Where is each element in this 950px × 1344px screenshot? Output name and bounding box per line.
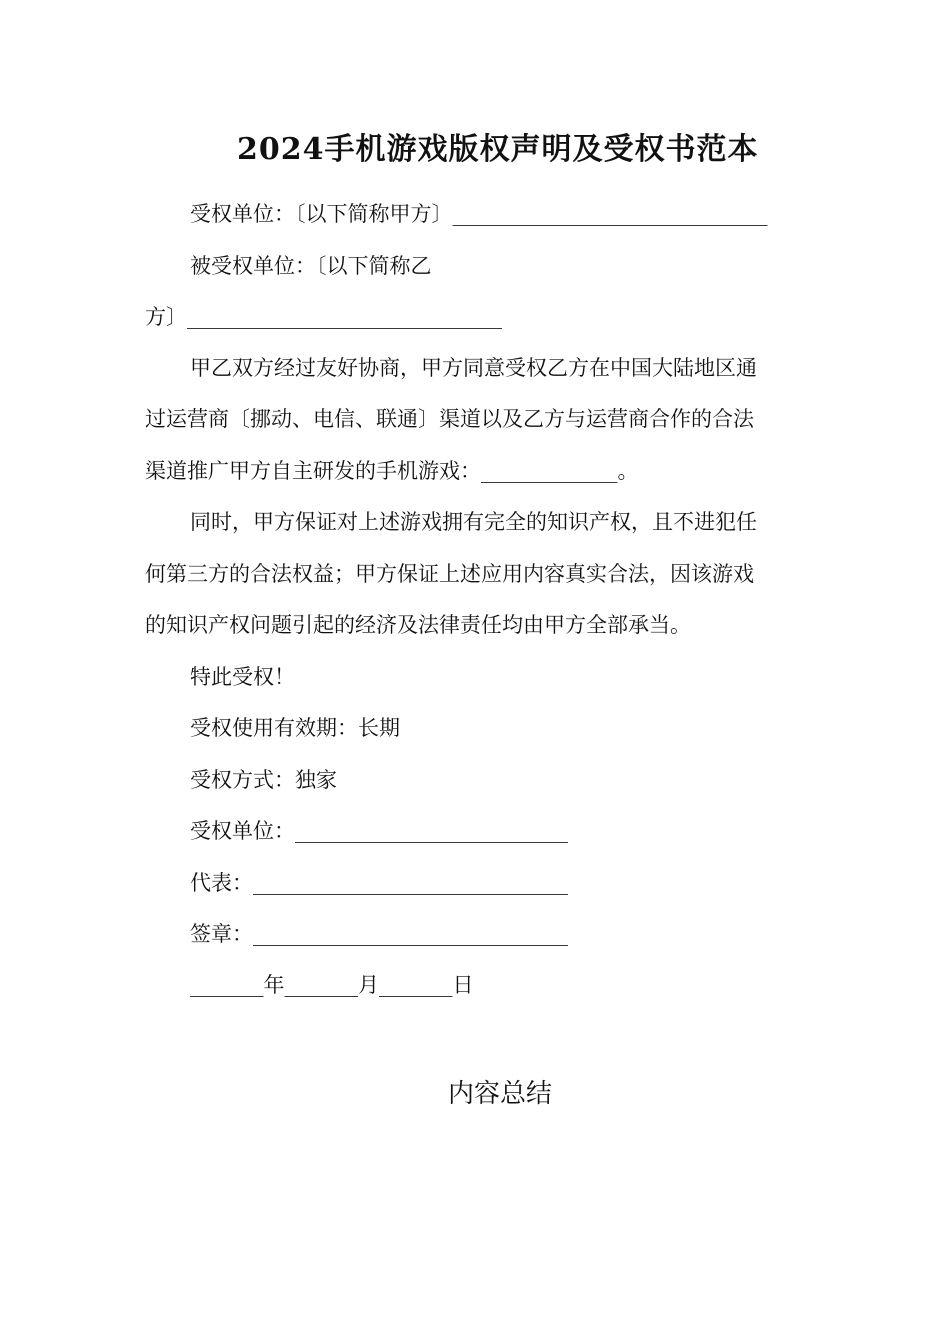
paragraph-1-line-3: 渠道推广甲方自主研发的手机游戏：_____________。	[145, 459, 639, 483]
grantee-line-1: 被受权单位：〔以下简称乙	[190, 254, 432, 278]
date-line: _______年_______月_______日	[190, 973, 474, 997]
paragraph-2-line-2: 何第三方的合法权益；甲方保证上述应用内容真实合法，因该游戏	[145, 562, 754, 586]
document-title: 2024手机游戏版权声明及受权书范本	[237, 132, 759, 167]
unit-signature-line: 受权单位：__________________________	[190, 819, 568, 843]
paragraph-1-line-1: 甲乙双方经过友好协商，甲方同意受权乙方在中国大陆地区通	[190, 356, 757, 380]
summary-heading: 内容总结	[448, 1079, 553, 1109]
seal-line: 签章：______________________________	[190, 922, 568, 946]
paragraph-2-line-3: 的知识产权问题引起的经济及法律责任均由甲方全部承当。	[145, 613, 691, 637]
grantor-line: 受权单位：〔以下简称甲方〕______________________________	[190, 202, 768, 226]
paragraph-1-line-2: 过运营商〔挪动、电信、联通〕渠道以及乙方与运营商合作的合法	[145, 407, 754, 431]
representative-line: 代表：______________________________	[190, 871, 568, 895]
validity-period: 受权使用有效期：长期	[190, 716, 400, 740]
authorization-method: 受权方式：独家	[190, 768, 337, 792]
grantee-line-2: 方〕______________________________	[145, 305, 502, 329]
hereby-authorized: 特此受权！	[190, 665, 295, 689]
paragraph-2-line-1: 同时，甲方保证对上述游戏拥有完全的知识产权，且不进犯任	[190, 510, 757, 534]
